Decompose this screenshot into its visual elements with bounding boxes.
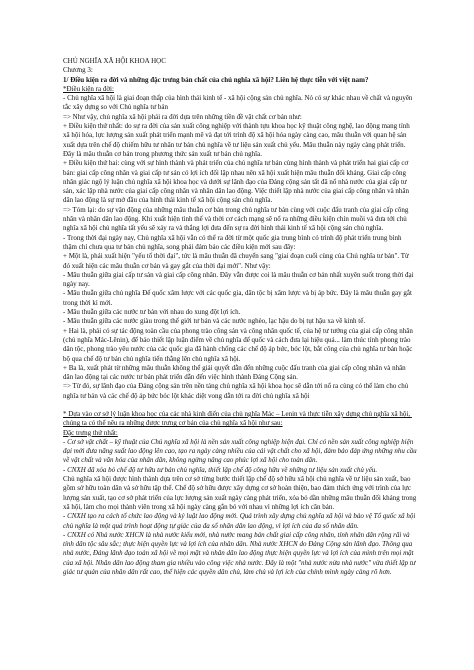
paragraph: => Từ đó, sự lãnh đạo của Đảng cộng sản trên nền tảng chủ nghĩa xã hội khoa học sẽ dẫn tới nổ ra cùng có thể làm cho chủ nghĩa tư bản và các chế độ áp bức bóc lột khác diệt vong dẫn tới ra đời chủ nghĩa xã hội <box>63 382 410 400</box>
paragraph: + Ba là, xuất phát từ những mâu thuẫn không thể giải quyết dẫn đến những cuộc đấu tranh của giai cấp công nhân và nhân dân lao động tại các nước tư bản phát triển dẫn đến việc hình thành Đảng Cộng sản. <box>63 363 408 382</box>
section-heading-characteristics: * Dựa vào cơ sở lý luận khoa học của các nhà kinh điển của chủ nghĩa Mác – Lenin và thực tiễn xây dựng chủ nghĩa xã hội, chúng ta có thể nêu ra những được trưng cơ bản của chủ nghĩa xã hội như sau: <box>63 409 412 428</box>
paragraph: - CNXH đã xóa bỏ chế độ tư hữu tư bản chủ nghĩa, thiết lập chế độ công hữu về những tư liệu sản xuất chủ yếu. <box>63 465 378 474</box>
paragraph: - Mâu thuẫn giữa các nước giàu trong thế giới tư bản và các nước nghèo, lạc hậu do bị tụt hậu xa về kinh tế. <box>63 317 366 326</box>
paragraph: - CNXH có Nhà nước XHCN là nhà nước kiểu mới, nhà nước mang bản chất giai cấp công nhân, tính nhân dân rộng rãi và tính dân tộc sâu sắc; thực hiện quyền lực và lợi ích của nhân dân. Nhà nước XHCN do Đảng Cộng sản lãnh đạo. Thông qua nhà nước, Đảng lãnh đạo toàn xã hội về mọi mặt và nhân dân lao động thực hiện quyền lực và lợi ích của mình trên mọi mặt của xã hội. Nhân dân lao động tham gia nhiều vào công việc nhà nước. Đây là một "nhà nước nửa nhà nước" vừa thiết lập tư giác tư quản của nhân dân rất cao, thể hiện các quyền dân chủ, làm chủ và lợi ích của chính mình ngày càng rõ hơn. <box>63 530 418 577</box>
spacer <box>63 401 417 410</box>
paragraph: + Điều kiện thứ hai: cùng với sự hình thành và phát triển của chủ nghĩa tư bản cùng hình thành và phát triển hai giai cấp cơ bản: giai cấp công nhân và giai cấp tư sản có lợi ích đối lập nhau nên xã hội xuất hiện mâu thuẫn đối kháng. Giai cấp công nhân giác ngộ lý luận chủ nghĩa xã hội khoa học và dưới sự lãnh đạo của Đảng cộng sản tất đã nổ nhà nước của giai cấp tư sản, xác lập nhà nước của giai cấp công nhân và nhân dân lao động. Việc thiết lập nhà nước của giai cấp công nhân và nhân dân lao động là sự mở đầu của hình thái kinh tế xã hội cộng sản chủ nghĩa. <box>63 159 411 205</box>
section-heading-conditions: *Điều kiện ra đời: <box>63 84 114 93</box>
document-title: CHỦ NGHĨA XÃ HỘI KHOA HỌC <box>63 57 166 65</box>
paragraph: - Mâu thuẫn giữa các nước tư bản với nhau do xung đột lợi ích. <box>63 308 241 317</box>
chapter-label: Chương 3: <box>63 66 93 75</box>
paragraph: - Mâu thuẫn giữa giai cấp tư sản và giai cấp công nhân. Đây vẫn được coi là mâu thuẫn cơ bản nhất xuyên suốt trong thời đại ngày nay. <box>63 270 416 289</box>
section-heading-first-trait: Đặc trưng thứ nhất: <box>63 428 118 437</box>
paragraph: - Cơ sở vật chất – kỹ thuật của Chủ nghĩa xã hội là nền sản xuất công nghiệp hiện đại. Chỉ có nền sản xuất công nghiệp hiện đại mới đưa năng suất lao động lên cao, tạo ra ngày càng nhiều của cải vật chất cho xã hội, đảm bảo đáp ứng những nhu cầu về vật chất và văn hóa của nhân dân, không ngừng nâng cao phúc lợi xã hội cho toàn dân. <box>63 437 419 465</box>
paragraph: - Trong thời đại ngày nay, Chủ nghĩa xã hội vẫn có thể ra đời từ một quốc gia trung bình có trình độ phát triển trung bình thậm chí chưa qua tư bản chủ nghĩa, song phải đảm bảo các điều kiện mới sau đây: <box>63 233 404 251</box>
paragraph: => Tóm lại: do sự vận động của những mâu thuẫn cơ bản trong chủ nghĩa tư bản cùng với cuộc đấu tranh của giai cấp công nhân và nhân dân lao động. Khi xuất hiện tình thế và thời cơ cách mạng sẽ nổ ra những điều kiện chín muồi và đưa tới chủ nghĩa xã hội chủ nghĩa tất yếu sẽ xảy ra và thắng lợi đưa đến sự ra đời hình thái kinh tế xã hội cộng sản chủ nghĩa. <box>63 205 411 233</box>
document-body <box>63 57 417 577</box>
question-heading: 1/ Điều kiện ra đời và những đặc trưng bản chất của chủ nghĩa xã hội? Liên hệ thực tiễn với việt nam? <box>63 75 369 84</box>
paragraph: => Như vậy, chủ nghĩa xã hội phải ra đời dựa trên những tiền đề vật chất cơ bản như: <box>63 112 302 121</box>
paragraph: - CNXH tạo ra cách tổ chức lao động và kỷ luật lao động mới. Quá trình xây dựng chủ nghĩa xã hội và bảo vệ Tổ quốc xã hội chủ nghĩa là một quá trình hoạt động tự giác của đa số nhân dân lao động, vì lợi ích của đa số nhân dân. <box>63 512 418 530</box>
paragraph: Chủ nghĩa xã hội được hình thành dựa trên cơ sở từng bước thiết lập chế độ sở hữu xã hội chủ nghĩa về tư liệu sản xuất, bao gồm sở hữu toàn dân và sở hữu tập thể. Chế độ sở hữu được xây dựng cơ sở hoàn thiện, bao đảm thích ứng với trình của lực lượng sản xuất, tạo cơ sở phát triển của lực lượng sản xuất ngày càng phát triển, xóa bỏ dần những mâu thuẫn đối kháng trong xã hội, làm cho mọi thành viên trong xã hội ngày càng gắn bó với nhau vì những lợi ích căn bản. <box>63 475 419 511</box>
paragraph: - Chủ nghĩa xã hội là giai đoạn thấp của hình thái kinh tế - xã hội cộng sản chủ nghĩa. Nó có sự khác nhau về chất và nguyên tắc xây dựng so với Chủ nghĩa tư bản <box>63 94 415 112</box>
paragraph: - Mâu thuẫn giữa chủ nghĩa Đế quốc xâm lược với các quốc gia, dân tộc bị xâm lược và bị áp bức. Đây là mâu thuẫn gay gắt trong thời kì mới. <box>63 289 414 307</box>
paragraph: + Hai là, phải có sự tác động toàn cầu của phong trào công sản và công nhân quốc tế, của hệ tư tưởng của giai cấp công nhân (chủ nghĩa Mác-Lênin), để bảo thiết lập luận điểm về chủ nghĩa để quốc và cách đưa lại hiệu quả... làm thúc tính phong trào dân tộc, phong trào yêu nước của các quốc gia đã hành chống các chế độ áp bức, bóc lột, bắt công của chủ nghĩa tư bản hoặc bộ qua chế độ tư bản chủ nghĩa tiến thẳng lên chủ nghĩa xã hội. <box>63 326 415 363</box>
paragraph: + Điều kiện thứ nhất: do sự ra đời của sản xuất công nghiệp với thành tựu khoa học kỹ thuật công nghệ, lao động mang tính xã hội hóa, lực lượng sản xuất phát triển mạnh mẽ và đạt tới trình độ xã hội hóa ngày càng cao, mâu thuẫn với quan hệ sản xuất dựa trên chế độ chiếm hữu tư nhân tư bản chủ nghĩa về tư liệu sản xuất chủ yếu. Mâu thuẫn này ngày càng phát triển. Đây là mâu thuẫn cơ bản trong phương thức sản xuất tư bản chủ nghĩa. <box>63 122 412 158</box>
paragraph: + Một là, phải xuất hiện "yếu tố thời đại", tức là mâu thuẫn đã chuyển sang "giai đoạn cuối cùng của Chủ nghĩa tư bản". Từ đó xuất hiện các mâu thuẫn cơ bản và gay gắt của thời đại mới". Như vậy: <box>63 252 411 270</box>
